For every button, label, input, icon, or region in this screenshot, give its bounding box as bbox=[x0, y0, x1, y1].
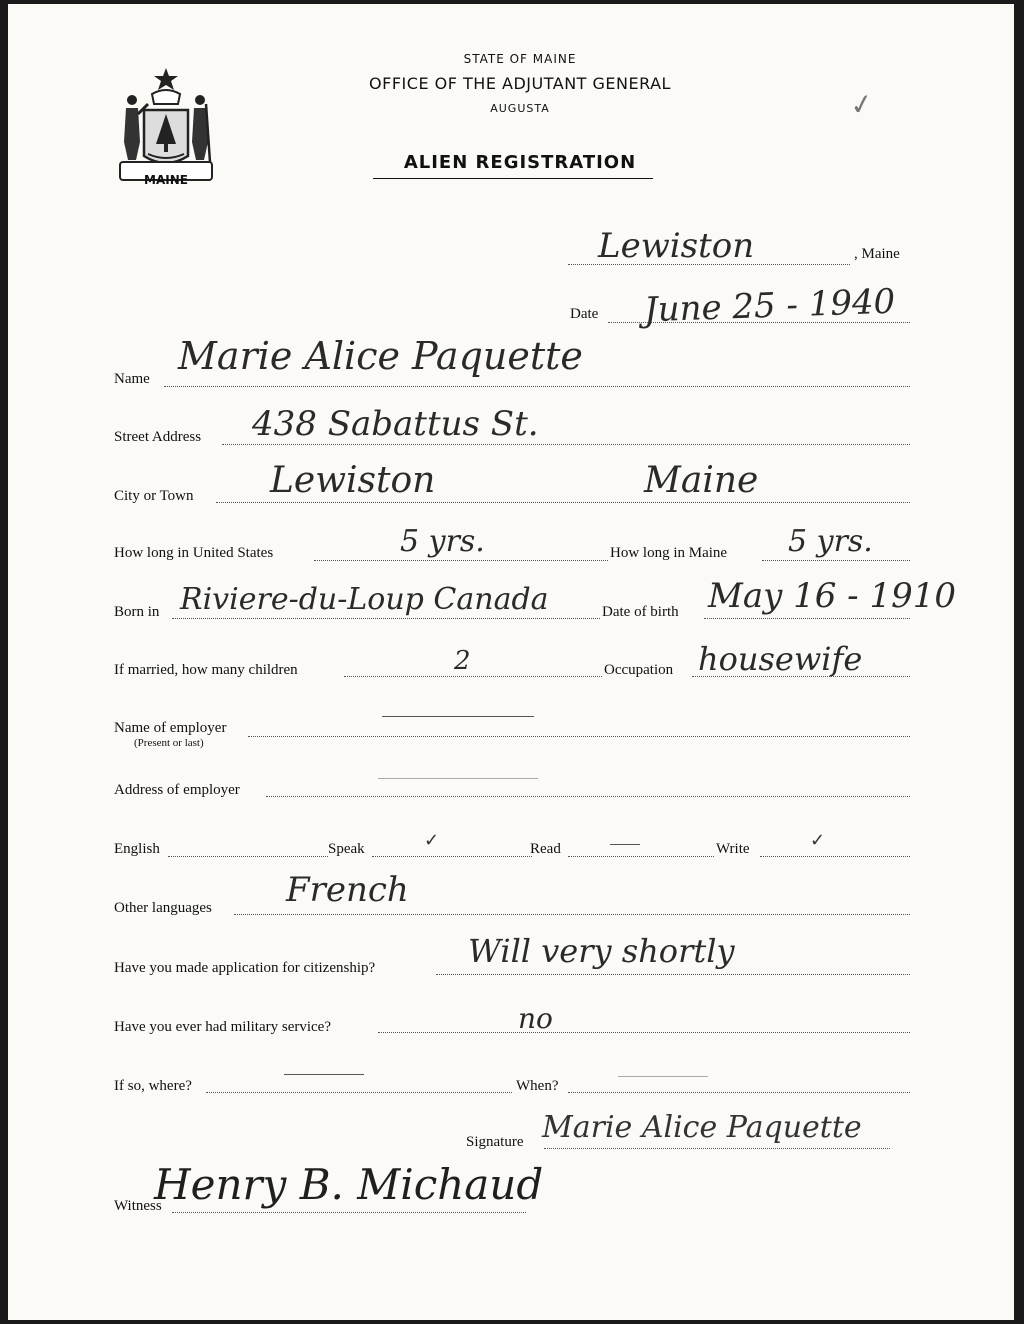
employer-address-label: Address of employer bbox=[114, 782, 240, 798]
years-maine-value: 5 yrs. bbox=[788, 524, 873, 559]
when-label: When? bbox=[516, 1078, 559, 1094]
signature-line bbox=[544, 1148, 890, 1149]
employer-note-label: (Present or last) bbox=[134, 737, 204, 749]
employer-address-dash bbox=[378, 778, 538, 779]
write-check: ✓ bbox=[810, 830, 826, 851]
military-line bbox=[378, 1032, 910, 1033]
read-label: Read bbox=[530, 841, 561, 857]
citizenship-value: Will very shortly bbox=[468, 932, 735, 970]
date-label: Date bbox=[570, 306, 599, 322]
where-label: If so, where? bbox=[114, 1078, 192, 1094]
name-line bbox=[164, 386, 910, 387]
street-value: 438 Sabattus St. bbox=[252, 404, 539, 444]
employer-name-dash bbox=[382, 716, 534, 717]
years-us-label: How long in United States bbox=[114, 545, 274, 561]
write-label: Write bbox=[716, 841, 750, 857]
street-label: Street Address bbox=[114, 429, 202, 445]
state-value: Maine bbox=[644, 460, 759, 501]
speak-line bbox=[372, 856, 532, 857]
other-languages-label: Other languages bbox=[114, 900, 212, 916]
citizenship-line bbox=[436, 974, 910, 975]
born-in-label: Born in bbox=[114, 604, 160, 620]
birth-date-value: May 16 - 1910 bbox=[708, 576, 956, 616]
date-value: June 25 - 1940 bbox=[643, 281, 896, 331]
when-line bbox=[568, 1092, 910, 1093]
city-line bbox=[216, 502, 910, 503]
speak-check: ✓ bbox=[424, 830, 440, 851]
signature-label: Signature bbox=[466, 1134, 524, 1150]
employer-address-line bbox=[266, 796, 910, 797]
children-label: If married, how many children bbox=[114, 662, 298, 678]
english-line bbox=[168, 856, 328, 857]
corner-checkmark: ✓ bbox=[847, 86, 877, 123]
town-value: Lewiston bbox=[598, 226, 755, 266]
employer-name-label: Name of employer bbox=[114, 720, 227, 736]
name-label: Name bbox=[114, 371, 150, 387]
birth-date-line bbox=[704, 618, 910, 619]
employer-name-line bbox=[248, 736, 910, 737]
maine-label: , Maine bbox=[854, 246, 900, 262]
state-heading: STATE OF MAINE bbox=[463, 52, 577, 66]
city-label: City or Town bbox=[114, 488, 194, 504]
city-heading: AUGUSTA bbox=[490, 102, 550, 115]
citizenship-label: Have you made application for citizenship? bbox=[114, 960, 376, 976]
military-value: no bbox=[518, 1002, 553, 1035]
registration-form bbox=[8, 4, 1014, 1320]
city-value: Lewiston bbox=[270, 460, 436, 501]
occupation-label: Occupation bbox=[604, 662, 674, 678]
name-value: Marie Alice Paquette bbox=[178, 334, 583, 378]
years-us-value: 5 yrs. bbox=[400, 524, 485, 559]
street-line bbox=[222, 444, 910, 445]
signature-value: Marie Alice Paquette bbox=[542, 1110, 862, 1145]
witness-line bbox=[172, 1212, 526, 1213]
title-underline bbox=[373, 178, 653, 179]
occupation-value: housewife bbox=[698, 640, 863, 678]
speak-label: Speak bbox=[328, 841, 365, 857]
other-languages-line bbox=[234, 914, 910, 915]
birth-date-label: Date of birth bbox=[602, 604, 679, 620]
office-heading: OFFICE OF THE ADJUTANT GENERAL bbox=[369, 74, 671, 93]
years-us-line bbox=[314, 560, 608, 561]
witness-value: Henry B. Michaud bbox=[154, 1160, 544, 1209]
where-line bbox=[206, 1092, 512, 1093]
military-label: Have you ever had military service? bbox=[114, 1019, 331, 1035]
other-languages-value: French bbox=[286, 870, 409, 910]
english-label: English bbox=[114, 841, 160, 857]
write-line bbox=[760, 856, 910, 857]
years-maine-line bbox=[762, 560, 910, 561]
seal-motto: MAINE bbox=[144, 173, 188, 187]
birthplace-value: Riviere-du-Loup Canada bbox=[180, 582, 549, 617]
when-dash bbox=[618, 1076, 708, 1077]
born-in-line bbox=[172, 618, 600, 619]
years-maine-label: How long in Maine bbox=[610, 545, 728, 561]
read-line bbox=[568, 856, 714, 857]
children-line bbox=[344, 676, 602, 677]
where-dash bbox=[284, 1074, 364, 1075]
children-value: 2 bbox=[454, 646, 471, 676]
witness-label: Witness bbox=[114, 1198, 162, 1214]
form-title: ALIEN REGISTRATION bbox=[403, 152, 637, 173]
read-mark bbox=[610, 844, 640, 845]
